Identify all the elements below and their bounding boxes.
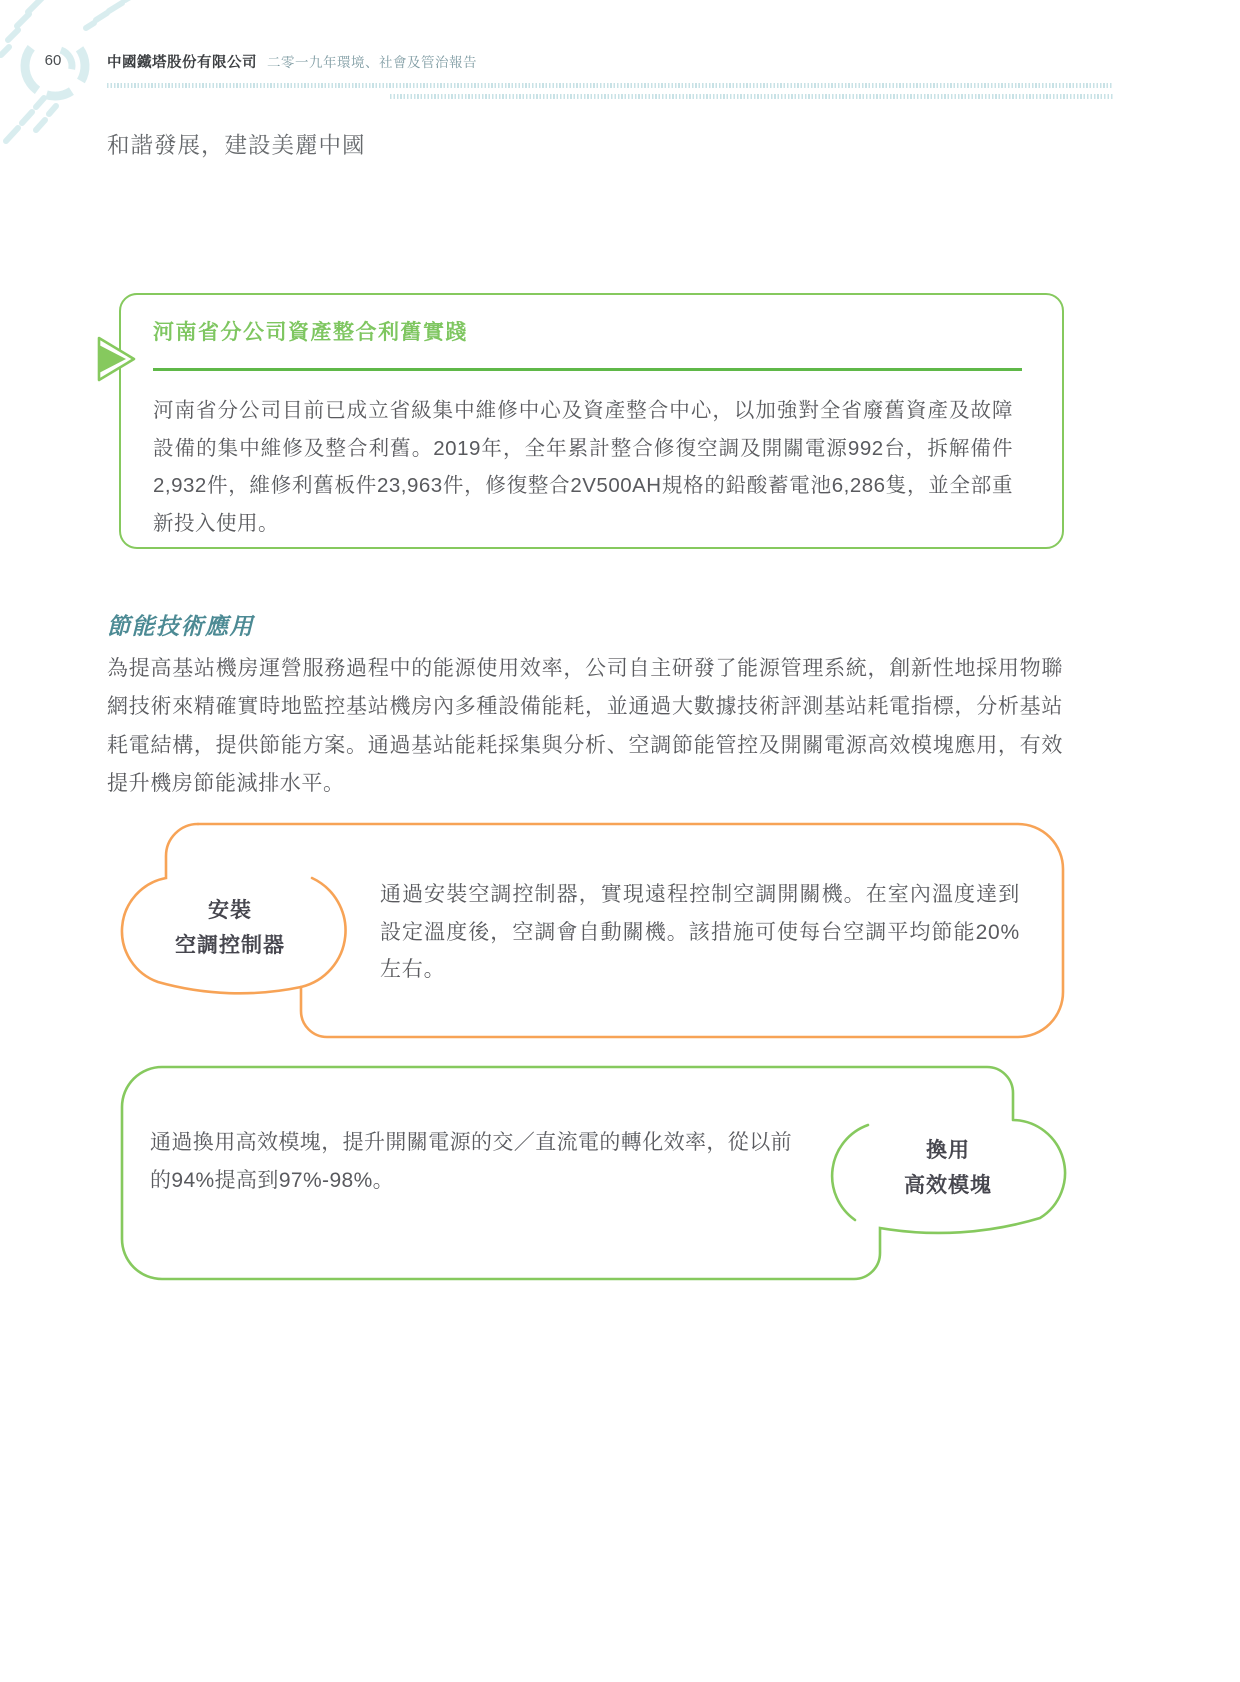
bubble-aircon-label-line2: 空調控制器 (175, 934, 285, 957)
bubble-module-label (858, 1133, 1038, 1203)
section-paragraph: 為提高基站機房運營服務過程中的能源使用效率，公司自主研發了能源管理系統，創新性地採用物聯網技術來精確實時地監控基站機房內多種設備能耗，並通過大數據技術評測基站耗電指標，分析基站耗電結構，提供節能方案。通過基站能耗採集與分析、空調節能管控及開關電源高效模塊應用，有效提升機房節能減排水平。 (107, 657, 1063, 795)
bubble-module-label-line2: 高效模塊 (904, 1174, 992, 1197)
case-study-body: 河南省分公司目前已成立省級集中維修中心及資產整合中心，以加強對全省廢舊資產及故障設備的集中維修及整合利舊。2019年，全年累計整合修復空調及開關電源992台，拆解備件2,932件，維修利舊板件23,963件，修復整合2V500AH規格的鉛酸蓄電池6,286隻，並全部重新投入使用。 (153, 399, 1013, 535)
header-company-name: 中國鐵塔股份有限公司 (107, 55, 257, 71)
section-heading: 節能技術應用 (107, 613, 254, 639)
case-study-title: 河南省分公司資產整合利舊實踐 (153, 321, 468, 344)
header-report-title: 二零一九年環境、社會及管治報告 (267, 55, 477, 70)
report-header (107, 51, 477, 72)
header-dotted-rule-top (107, 83, 1113, 88)
case-study-arrow-icon (97, 335, 139, 383)
bubble-aircon-label (150, 893, 310, 963)
chapter-subtitle: 和諧發展，建設美麗中國 (107, 133, 366, 158)
bubble-module-label-line1: 換用 (926, 1139, 970, 1162)
bubble-aircon-label-line1: 安裝 (208, 899, 252, 922)
bubble-aircon-text: 通過安裝空調控制器，實現遠程控制空調開關機。在室內溫度達到設定溫度後，空調會自動關機。該措施可使每台空調平均節能20%左右。 (380, 883, 1020, 981)
case-study-title-rule (153, 368, 1022, 371)
header-dotted-rule-bottom (390, 94, 1113, 99)
page-number: 60 (44, 52, 62, 69)
bubble-module-text: 通過換用高效模塊，提升開關電源的交／直流電的轉化效率，從以前的94%提高到97%-98%。 (150, 1131, 792, 1192)
